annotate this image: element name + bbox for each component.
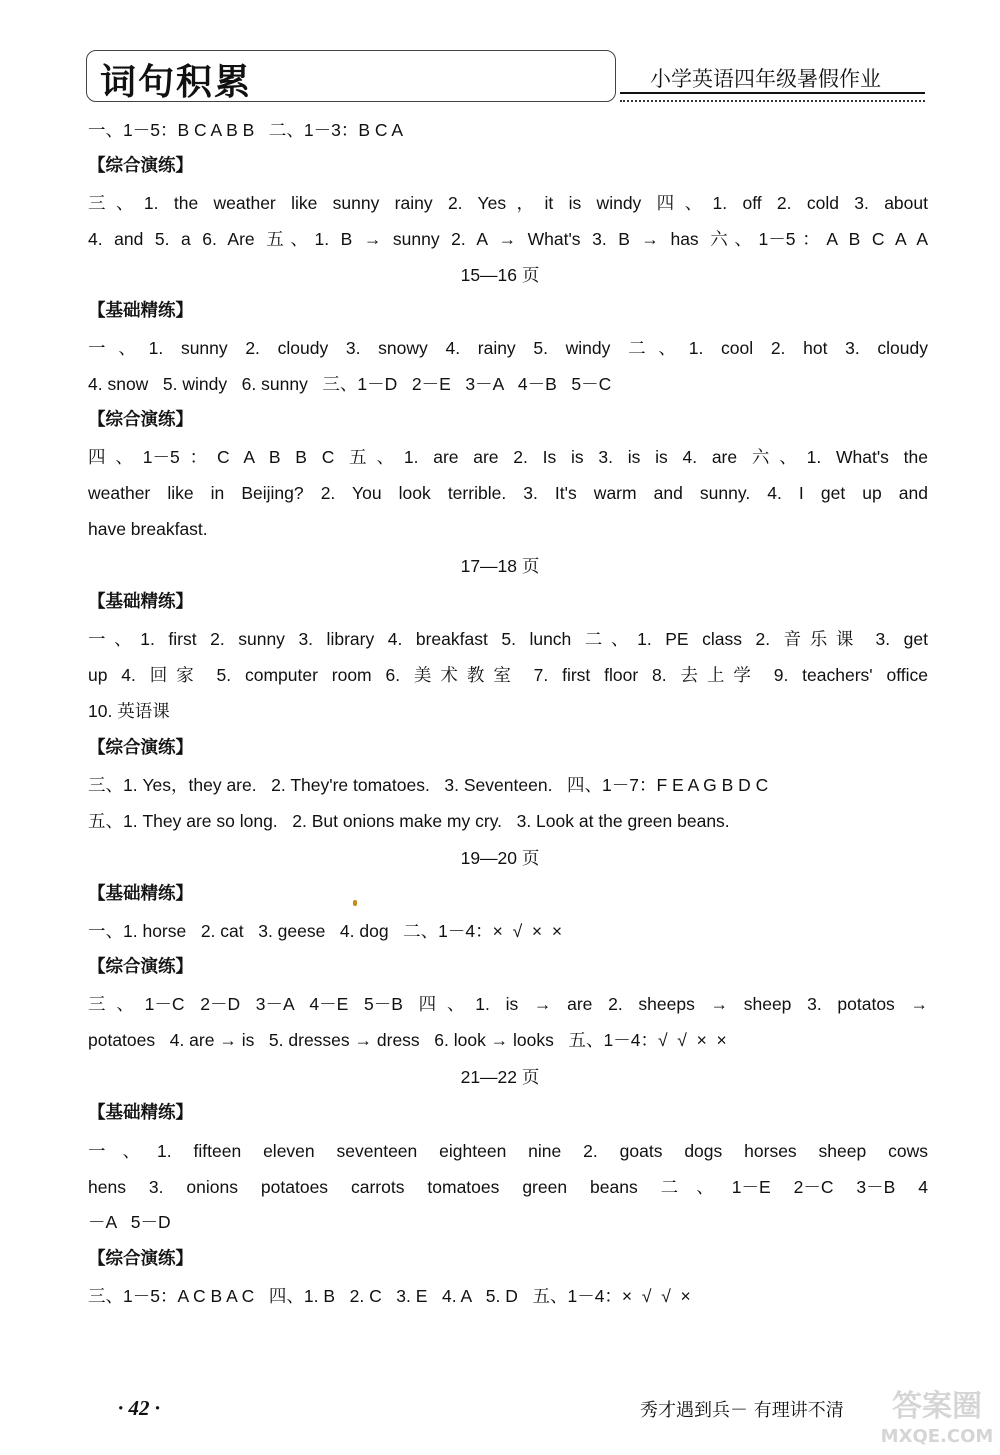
page-number: · 42 · (118, 1396, 160, 1420)
answer-line: 三、1. Yes，they are. 2. They're tomatoes. 3. Seventeen. 四、1－7：F E A G B D C (88, 775, 769, 795)
answer-line: 三、1－5：A C B A C 四、1. B 2. C 3. E 4. A 5. D 五、1－4：× √ √ × (88, 1286, 691, 1306)
section-label: 【基础精练】 (88, 592, 193, 612)
watermark-url: MXQE.COM (880, 1426, 994, 1447)
answer-line: weather like in Beijing? 2. You look terrible. 3. It's warm and sunny. 4. I get up and (88, 483, 928, 503)
page-range-heading: 21—22 页 (460, 1067, 540, 1087)
section-title: 词句积累 (100, 62, 253, 103)
page-range-heading: 15—16 页 (460, 265, 540, 285)
answer-line: －A 5－D (88, 1212, 171, 1232)
section-label: 【基础精练】 (88, 301, 193, 321)
watermark-text: 答案圈 (892, 1389, 982, 1424)
watermark-logo (880, 1380, 995, 1450)
answer-line: 一、1. sunny 2. cloudy 3. snowy 4. rainy 5. windy 二、1. cool 2. hot 3. cloudy (88, 338, 928, 358)
section-label: 【基础精练】 (88, 884, 193, 904)
section-label: 【综合演练】 (88, 1249, 193, 1269)
answer-line: 一、1. first 2. sunny 3. library 4. breakfast 5. lunch 二、1. PE class 2. 音乐课 3. get (88, 629, 928, 649)
answer-line: potatoes 4. are → is 5. dresses → dress 6. look → looks 五、1－4：√ √ × × (88, 1030, 727, 1050)
answer-line: up 4. 回家 5. computer room 6. 美术教室 7. first floor 8. 去上学 9. teachers' office (88, 665, 928, 685)
answer-line: 四、1－5：C A B B C 五、1. are are 2. Is is 3. is is 4. are 六、1. What's the (88, 447, 928, 467)
header-dotted-rule (620, 100, 925, 102)
answer-line: 4. and 5. a 6. Are 五、1. B → sunny 2. A → What's 3. B → has 六、1－5：A B C A A (88, 229, 928, 249)
answer-line: 4. snow 5. windy 6. sunny 三、1－D 2－E 3－A 4－B 5－C (88, 374, 612, 394)
section-label: 【综合演练】 (88, 156, 193, 176)
answer-line: have breakfast. (88, 519, 208, 539)
answer-line: 三、1. the weather like sunny rainy 2. Yes，it is windy 四、1. off 2. cold 3. about (88, 193, 928, 213)
footer-motto: 秀才遇到兵－ 有理讲不清 (640, 1400, 844, 1421)
answer-line: 一、1－5：B C A B B 二、1－3：B C A (88, 120, 404, 140)
header-rule (620, 92, 925, 94)
page-range-heading: 17—18 页 (460, 556, 540, 576)
ink-speck (353, 900, 357, 906)
section-label: 【综合演练】 (88, 738, 193, 758)
section-label: 【综合演练】 (88, 957, 193, 977)
section-label: 【基础精练】 (88, 1103, 193, 1123)
book-subtitle: 小学英语四年级暑假作业 (650, 67, 881, 91)
answer-line: 三、1－C 2－D 3－A 4－E 5－B 四、1. is → are 2. sheeps → sheep 3. potatos → (88, 994, 928, 1014)
answer-line: 五、1. They are so long. 2. But onions make my cry. 3. Look at the green beans. (88, 811, 730, 831)
answer-line: 一、1. horse 2. cat 3. geese 4. dog 二、1－4：× √ × × (88, 921, 563, 941)
answer-line: 10. 英语课 (88, 701, 170, 721)
section-label: 【综合演练】 (88, 410, 193, 430)
answer-line: 一、1. fifteen eleven seventeen eighteen nine 2. goats dogs horses sheep cows (88, 1141, 928, 1161)
answer-line: hens 3. onions potatoes carrots tomatoes green beans 二、1－E 2－C 3－B 4 (88, 1177, 928, 1197)
page-range-heading: 19—20 页 (460, 848, 540, 868)
